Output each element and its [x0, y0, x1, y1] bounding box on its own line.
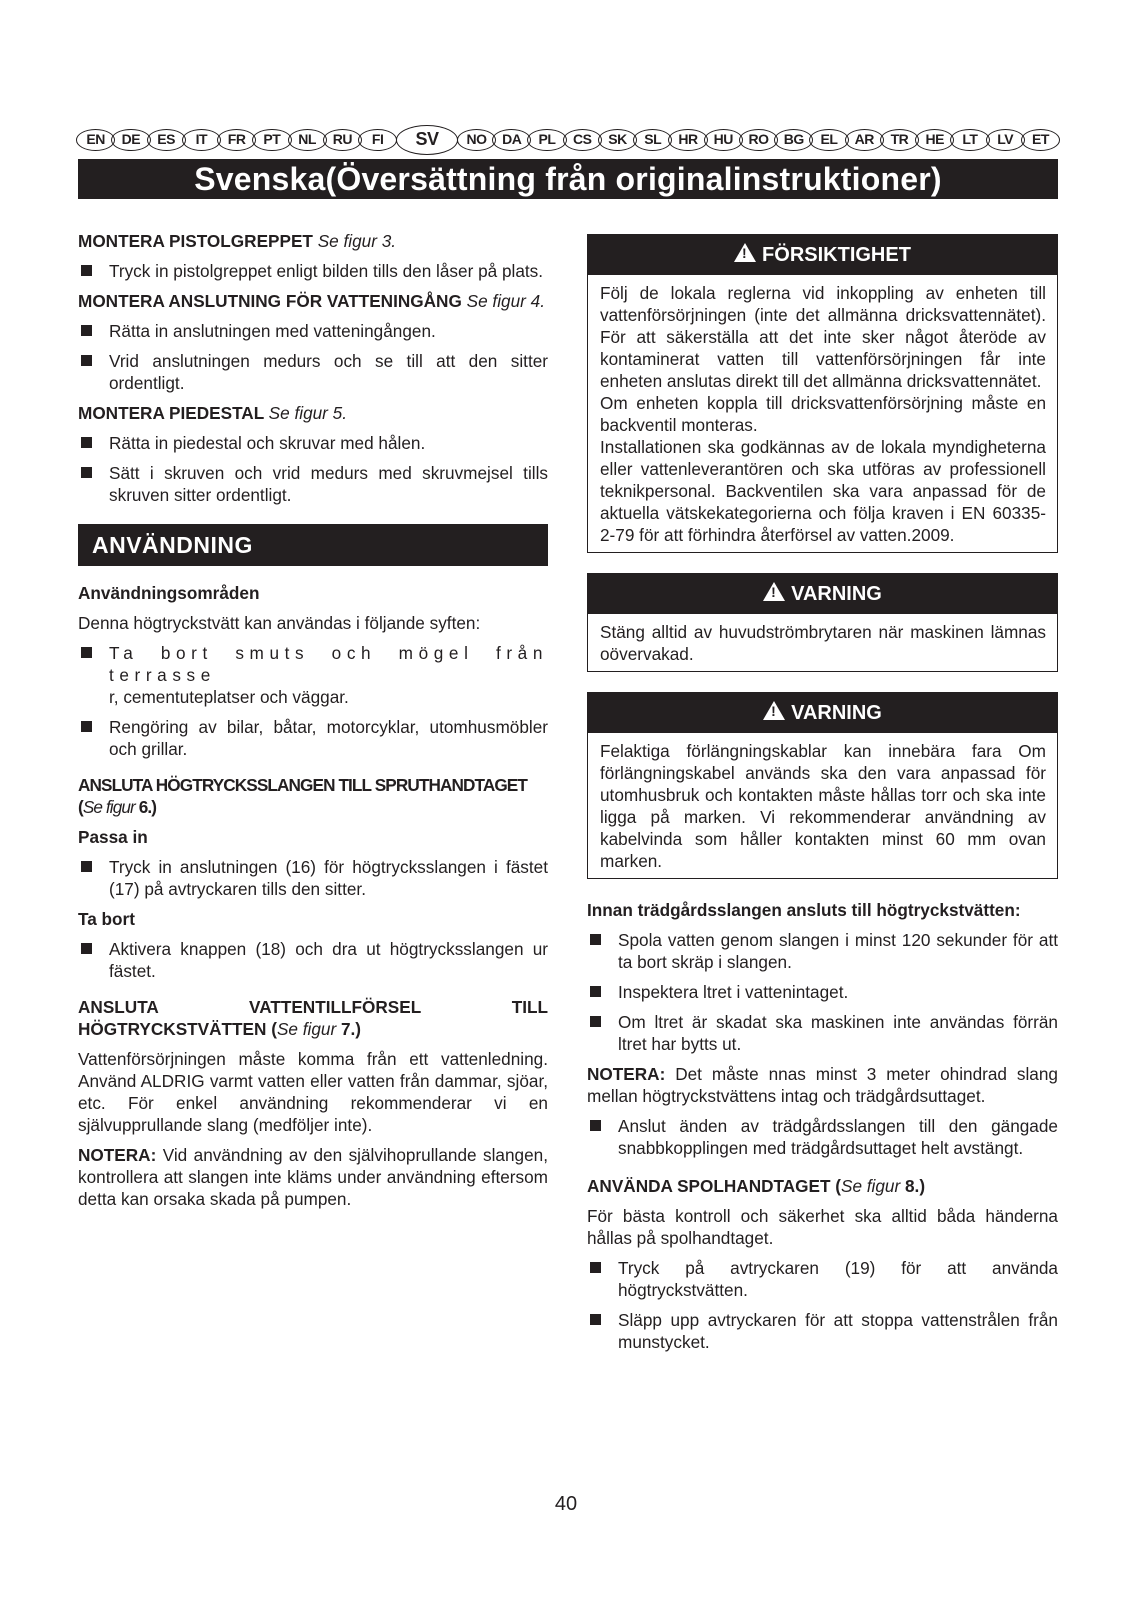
lang-da: DA [492, 129, 531, 151]
caution-body: Följ de lokala reglerna vid inkoppling av enheten till vattenförsörjningen (inte det allmänna dricksvattennätet). För att säkerställa att det inte sker något återöde av kontaminerat vatten till vattenförsörjningen får inte enheten anslutas direkt till det allmänna dricksvattennätet. Om enheten koppla till dricksvattenförsörjning måste en backventil monteras. Installationen ska godkännas av de lokala myndigheterna eller vattenleverantören och ska utföras av professionell teknikpersonal. Backventilen ska vara anpassad för de aktuella vätskekategorierna och följa kraven i EN 60335- 2-79 för att förhindra återförsel av vatten.2009. [600, 283, 1046, 545]
list-item: Ta bort smuts och mögel från terrasse r, cementuteplatser och väggar. [78, 642, 548, 708]
list-item: Inspektera ltret i vattenintaget. [587, 981, 1058, 1003]
warning-header-2: !VARNING [588, 693, 1057, 733]
bullet-icon [81, 943, 92, 954]
bullet-icon [590, 986, 601, 997]
warning-triangle-icon [763, 582, 785, 601]
garden-hose-heading: Innan trädgårdsslangen ansluts till högtryckstvätten: [587, 900, 1021, 920]
lang-es: ES [147, 129, 186, 151]
section-heading-usage: ANVÄNDNING [78, 524, 548, 566]
right-column [587, 234, 1058, 1361]
lang-nl: NL [288, 129, 327, 151]
page-number: 40 [554, 1493, 578, 1515]
list-item: Rengöring av bilar, båtar, motorcyklar, utomhusmöbler och grillar. [78, 716, 548, 760]
bullet-icon [590, 934, 601, 945]
list-item: Anslut änden av trädgårdsslangen till den gängade snabbkopplingen med trädgårdsuttaget helt avstängt. [587, 1115, 1058, 1159]
bullet-icon [81, 721, 92, 732]
remove-heading: Ta bort [78, 909, 135, 929]
water-inlet-heading: MONTERA ANSLUTNING FÖR VATTENINGÅNG Se figur 4. [78, 291, 545, 311]
language-bar [78, 126, 1058, 154]
bullet-icon [590, 1314, 601, 1325]
caution-header: !FÖRSIKTIGHET [588, 235, 1057, 275]
note-text: NOTERA: Vid användning av den självihoprullande slangen, kontrollera att slangen inte kläms under användning eftersom detta kan orsaka skada på pumpen. [78, 1145, 548, 1209]
water-supply-text: Vattenförsörjningen måste komma från ett vattenledning. Använd ALDRIG varmt vatten eller vatten från dammar, sjöar, etc. För enkel användning rekommenderar vi en självupprullande slang (medföljer inte). [78, 1049, 548, 1135]
caution-box [587, 234, 1058, 553]
lang-fi: FI [358, 129, 397, 151]
water-supply-heading: ANSLUTA VATTENTILLFÖRSEL TILL HÖGTRYCKSTVÄTTEN (Se figur 7.) [78, 997, 548, 1039]
lang-bg: BG [774, 129, 813, 151]
list-item: Tryck in anslutningen (16) för högtrycksslangen i fästet (17) på avtryckaren tills den sitter. [78, 856, 548, 900]
warning-box-1 [587, 573, 1058, 672]
list-item: Tryck på avtryckaren (19) för att använda högtryckstvätten. [587, 1257, 1058, 1301]
fit-heading: Passa in [78, 827, 148, 847]
spray-handle-text: För bästa kontroll och säkerhet ska alltid båda händerna hållas på spolhandtaget. [587, 1206, 1058, 1248]
warning-box-2 [587, 692, 1058, 879]
bullet-icon [81, 861, 92, 872]
list-item: Om ltret är skadat ska maskinen inte användas förrän ltret har bytts ut. [587, 1011, 1058, 1055]
lang-ru: RU [323, 129, 362, 151]
left-column [78, 230, 548, 1218]
usage-areas-heading: Användningsområden [78, 583, 260, 603]
lang-sk: SK [598, 129, 637, 151]
lang-he: HE [915, 129, 954, 151]
lang-lt: LT [950, 129, 989, 151]
bullet-icon [590, 1120, 601, 1131]
lang-de: DE [111, 129, 150, 151]
list-item: Aktivera knappen (18) och dra ut högtrycksslangen ur fästet. [78, 938, 548, 982]
list-item: Rätta in piedestal och skruvar med hålen. [78, 432, 548, 454]
spray-handle-heading: ANVÄNDA SPOLHANDTAGET (Se figur 8.) [587, 1176, 926, 1196]
lang-tr: TR [880, 129, 919, 151]
warning-body-2: Felaktiga förlängningskablar kan innebära fara Om förlängningskabel används ska den vara anpassad för utomhusbruk och kontakten måste hållas torr och ska inte ligga på marken. Vi rekommenderar användning av kabelvinda som håller kontakten minst 60 mm ovan marken. [600, 741, 1046, 871]
warning-triangle-icon [734, 243, 756, 262]
lang-sv-active: SV [396, 125, 458, 155]
warning-body-1: Stäng alltid av huvudströmbrytaren när maskinen lämnas oövervakad. [600, 622, 1046, 664]
lang-en: EN [76, 129, 115, 151]
hose-heading: ANSLUTA HÖGTRYCKSSLANGEN TILL SPRUTHANDTAGET (Se figur 6.) [78, 775, 527, 817]
lang-pl: PL [527, 129, 566, 151]
lang-hu: HU [704, 129, 743, 151]
list-item: Vrid anslutningen medurs och se till att den sitter ordentligt. [78, 350, 548, 394]
list-item: Släpp upp avtryckaren för att stoppa vattenstrålen från munstycket. [587, 1309, 1058, 1353]
pistol-grip-heading: MONTERA PISTOLGREPPET Se figur 3. [78, 231, 397, 251]
lang-no: NO [457, 129, 496, 151]
lang-it: IT [182, 129, 221, 151]
note-text: NOTERA: Det måste nnas minst 3 meter ohindrad slang mellan högtryckstvättens intag och trädgårdsuttaget. [587, 1064, 1058, 1106]
lang-el: EL [809, 129, 848, 151]
lang-ar: AR [845, 129, 884, 151]
pedestal-heading: MONTERA PIEDESTAL Se figur 5. [78, 403, 348, 423]
lang-fr: FR [217, 129, 256, 151]
lang-cs: CS [563, 129, 602, 151]
bullet-icon [81, 647, 92, 658]
list-item: Sätt i skruven och vrid medurs med skruvmejsel tills skruven sitter ordentligt. [78, 462, 548, 506]
bullet-icon [81, 437, 92, 448]
page-title: Svenska(Översättning från originalinstruktioner) [78, 159, 1058, 199]
warning-header-1: !VARNING [588, 574, 1057, 614]
bullet-icon [590, 1262, 601, 1273]
bullet-icon [590, 1016, 601, 1027]
warning-triangle-icon [763, 701, 785, 720]
list-item: Rätta in anslutningen med vatteningången. [78, 320, 548, 342]
lang-sl: SL [633, 129, 672, 151]
list-item: Tryck in pistolgreppet enligt bilden tills den låser på plats. [78, 260, 548, 282]
lang-lv: LV [986, 129, 1025, 151]
lang-ro: RO [739, 129, 778, 151]
lang-hr: HR [668, 129, 707, 151]
list-item: Spola vatten genom slangen i minst 120 sekunder för att ta bort skräp i slangen. [587, 929, 1058, 973]
bullet-icon [81, 265, 92, 276]
usage-intro: Denna högtryckstvätt kan användas i följande syften: [78, 613, 481, 633]
lang-pt: PT [252, 129, 291, 151]
bullet-icon [81, 325, 92, 336]
bullet-icon [81, 355, 92, 366]
bullet-icon [81, 467, 92, 478]
lang-et: ET [1021, 129, 1060, 151]
